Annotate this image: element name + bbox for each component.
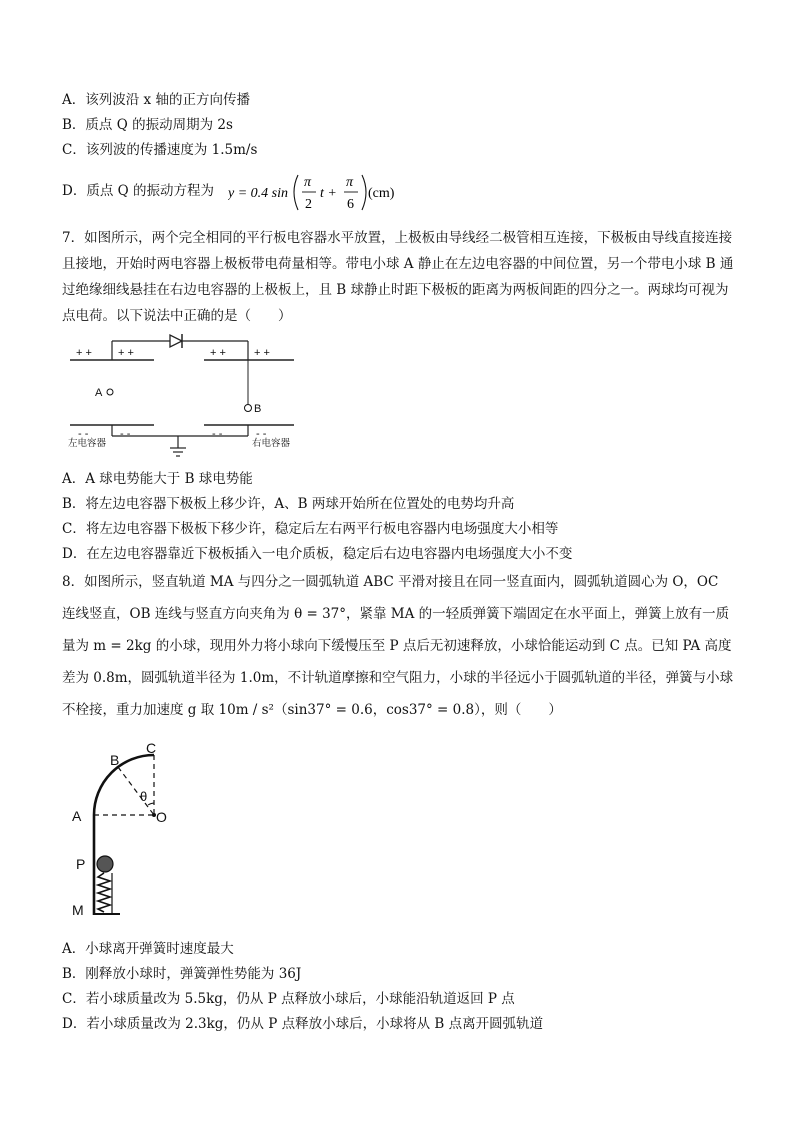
right-minus-1: - - <box>212 428 223 440</box>
q7-capacitor-figure <box>62 330 302 465</box>
label-theta: θ <box>140 789 148 804</box>
q8-track-figure <box>68 735 188 920</box>
ball-a <box>107 389 113 395</box>
right-plus-1: + + <box>210 347 226 359</box>
q6-option-d-prefix: D．质点 Q 的振动方程为 <box>62 183 214 199</box>
left-plus-1: + + <box>76 347 92 359</box>
left-minus-2: - - <box>120 428 131 440</box>
q8-option-c: C．若小球质量改为 5.5kg，仍从 P 点释放小球后，小球能沿轨道返回 P 点 <box>62 991 515 1007</box>
eq-frac1-den: 2 <box>305 197 312 212</box>
right-plus-2: + + <box>254 347 270 359</box>
eq-lhs: y = 0.4 sin <box>228 186 288 201</box>
q6-option-d <box>62 182 214 200</box>
q7-option-b: B．将左边电容器下极板上移少许，A、B 两球开始所在位置处的电势均升高 <box>62 496 515 512</box>
theta-arc <box>148 803 154 805</box>
q6-option-d-equation <box>228 164 398 220</box>
ball-b <box>245 405 252 412</box>
ball-a-label: A <box>95 387 103 399</box>
left-plus-2: + + <box>118 347 134 359</box>
q7-option-a: A．A 球电势能大于 B 球电势能 <box>62 471 253 487</box>
q8-option-a: A．小球离开弹簧时速度最大 <box>62 941 234 957</box>
eq-frac2-den: 6 <box>347 197 354 212</box>
eq-t: t + <box>320 186 337 201</box>
label-m: M <box>72 902 84 918</box>
label-a: A <box>72 808 82 824</box>
eq-frac2-num: π <box>346 175 354 190</box>
eq-unit: (cm) <box>368 186 395 201</box>
q6-option-c: C．该列波的传播速度为 1.5m/s <box>62 142 258 158</box>
eq-left-paren <box>294 175 298 210</box>
q6-option-a: A．该列波沿 x 轴的正方向传播 <box>62 92 250 108</box>
arc-track <box>94 755 154 815</box>
q6-option-b: B．质点 Q 的振动周期为 2s <box>62 117 233 133</box>
right-capacitor-label: 右电容器 <box>252 438 291 449</box>
right-minus-2: - - <box>256 428 267 440</box>
ball-b-label: B <box>254 403 262 415</box>
left-capacitor-label: 左电容器 <box>68 438 107 449</box>
q7-stem: 7．如图所示，两个完全相同的平行板电容器水平放置，上极板由导线经二极管相互连接，下极板由导线直接连接且接地，开始时两电容器上极板带电荷量相等。带电小球 A 静止在左边电容器的中间位置，另一个带电小球 B 通过绝缘细线悬挂在右边电容器的上极板上，且 B 球静止时距下极板的距离为两板间距的四分之一。两球均可视为点电荷。以下说法中正确的是（ ） <box>62 230 734 324</box>
diode-icon <box>170 335 182 347</box>
eq-frac1-num: π <box>304 175 312 190</box>
q7-option-c: C．将左边电容器下极板下移少许，稳定后左右两平行板电容器内电场强度大小相等 <box>62 521 559 537</box>
q8-stem: 8．如图所示，竖直轨道 MA 与四分之一圆弧轨道 ABC 平滑对接且在同一竖直面内，圆弧轨道圆心为 O，OC 连线竖直，OB 连线与竖直方向夹角为 θ = 37°，紧靠 MA 的一轻质弹簧下端固定在水平面上，弹簧上放有一质量为 m = 2kg 的小球，现用外力将小球向下缓慢压至 P 点后无初速释放，小球恰能运动到 C 点。已知 PA 高度差为 0.8m，圆弧轨道半径为 1.0m，不计轨道摩擦和空气阻力，小球的半径远小于圆弧轨道的半径，弹簧与小球不栓接，重力加速度 g 取 10m / s²（sin37° = 0.6，cos37° = 0.8），则（ ） <box>62 574 734 718</box>
ob-dashed <box>118 767 154 815</box>
q8-option-b: B．刚释放小球时，弹簧弹性势能为 36J <box>62 966 302 982</box>
label-p: P <box>76 856 86 872</box>
left-minus-1: - - <box>78 428 89 440</box>
label-o: O <box>156 809 167 825</box>
label-c: C <box>146 740 157 756</box>
label-b: B <box>110 752 120 768</box>
q7-option-d: D．在左边电容器靠近下极板插入一电介质板，稳定后右边电容器内电场强度大小不变 <box>62 546 573 562</box>
eq-right-paren <box>362 175 366 210</box>
spring-icon <box>98 873 110 912</box>
q8-option-d: D．若小球质量改为 2.3kg，仍从 P 点释放小球后，小球将从 B 点离开圆弧轨道 <box>62 1016 544 1032</box>
ball-at-p <box>97 856 113 872</box>
